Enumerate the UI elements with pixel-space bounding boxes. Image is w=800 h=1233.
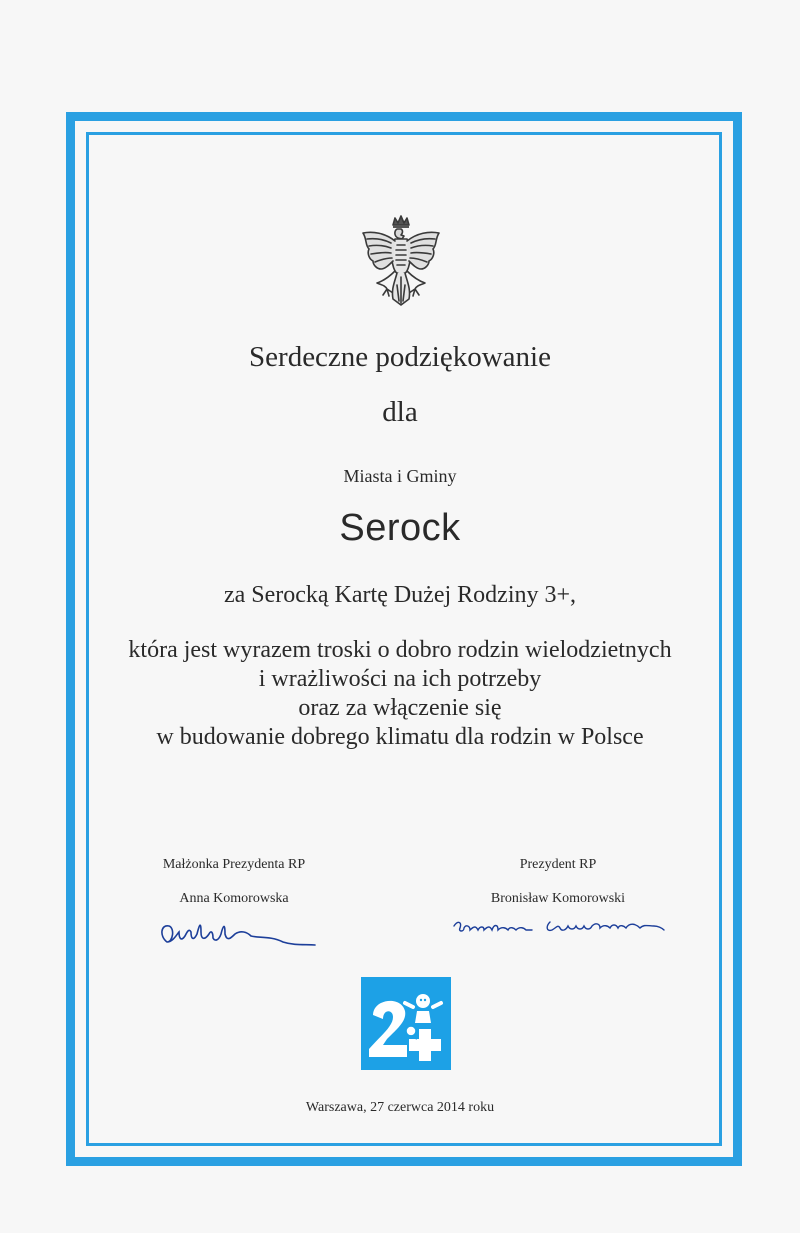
body-text <box>0 636 800 752</box>
body-line: która jest wyrazem troski o dobro rodzin wielodzietnych <box>128 637 672 663</box>
signature-anna-komorowska <box>155 912 320 952</box>
signatory-left <box>84 856 384 908</box>
certificate-title: Serdeczne podziękowanie <box>249 341 551 373</box>
recipient-name: Serock <box>339 507 461 549</box>
signatory-role: Prezydent RP <box>519 857 597 872</box>
body-line: oraz za włączenie się <box>298 695 502 721</box>
reason-line: za Serocką Kartę Dużej Rodziny 3+, <box>223 582 577 608</box>
for-word: dla <box>382 396 418 428</box>
signature-bronislaw-komorowski <box>450 912 670 942</box>
signatory-role: Małżonka Prezydenta RP <box>162 857 306 872</box>
signatory-name: Anna Komorowska <box>179 891 289 906</box>
body-line: w budowanie dobrego klimatu dla rodzin w Polsce <box>156 724 644 750</box>
signatory-name: Bronisław Komorowski <box>490 891 626 906</box>
date-line: Warszawa, 27 czerwca 2014 roku <box>305 1100 495 1115</box>
recipient-prefix: Miasta i Gminy <box>343 466 457 486</box>
body-line: i wrażliwości na ich potrzeby <box>258 666 542 692</box>
signatory-right <box>408 856 708 908</box>
big-family-2plus-logo-icon <box>361 977 451 1070</box>
polish-eagle-emblem-icon <box>357 215 445 311</box>
